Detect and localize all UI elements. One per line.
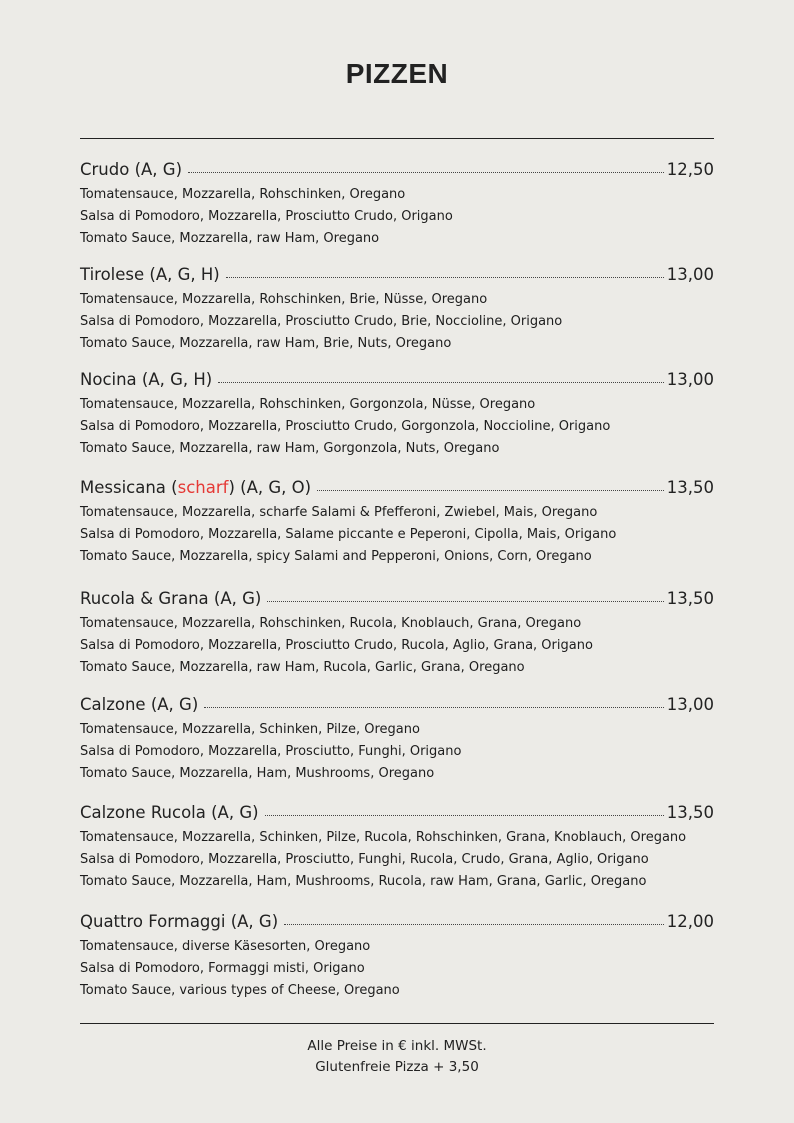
item-name xyxy=(80,478,311,497)
menu-item-rucola-grana xyxy=(80,589,714,679)
item-price: 13,50 xyxy=(666,478,714,497)
item-price: 13,00 xyxy=(666,370,714,389)
item-desc-de: Tomatensauce, Mozzarella, Schinken, Pilze, Rucola, Rohschinken, Grana, Knoblauch, Oregano xyxy=(80,830,687,845)
item-name: Nocina (A, G, H) xyxy=(80,370,213,389)
item-desc-it: Salsa di Pomodoro, Mozzarella, Prosciutto Crudo, Origano xyxy=(80,209,453,224)
dot-leader xyxy=(267,601,663,602)
item-desc-it: Salsa di Pomodoro, Mozzarella, Prosciutto Crudo, Rucola, Aglio, Grana, Origano xyxy=(80,638,593,653)
item-desc-it: Salsa di Pomodoro, Mozzarella, Prosciutto Crudo, Gorgonzola, Noccioline, Origano xyxy=(80,419,611,434)
menu-item-crudo xyxy=(80,160,714,250)
item-desc-de: Tomatensauce, Mozzarella, scharfe Salami & Pfefferoni, Zwiebel, Mais, Oregano xyxy=(80,505,598,520)
item-desc-de: Tomatensauce, Mozzarella, Rohschinken, Rucola, Knoblauch, Grana, Oregano xyxy=(80,616,582,631)
item-name: Quattro Formaggi (A, G) xyxy=(80,912,279,931)
menu-item-messicana xyxy=(80,478,714,568)
item-desc-en: Tomato Sauce, various types of Cheese, Oregano xyxy=(80,983,400,998)
divider-top xyxy=(80,138,714,139)
menu-item-nocina xyxy=(80,370,714,460)
item-price: 12,50 xyxy=(666,160,714,179)
dot-leader xyxy=(317,490,664,491)
dot-leader xyxy=(188,172,664,173)
menu-item-calzone-rucola xyxy=(80,803,714,893)
item-price: 13,00 xyxy=(666,695,714,714)
item-name: Calzone Rucola (A, G) xyxy=(80,803,259,822)
spicy-label: scharf xyxy=(177,478,229,497)
price-note: Alle Preise in € inkl. MWSt. xyxy=(307,1038,487,1054)
item-desc-de: Tomatensauce, Mozzarella, Rohschinken, Oregano xyxy=(80,187,406,202)
dot-leader xyxy=(265,815,664,816)
dot-leader xyxy=(218,382,664,383)
footer xyxy=(0,1036,794,1078)
item-name-part: Messicana ( xyxy=(80,478,178,497)
item-desc-en: Tomato Sauce, Mozzarella, spicy Salami and Pepperoni, Onions, Corn, Oregano xyxy=(80,549,592,564)
item-desc-en: Tomato Sauce, Mozzarella, Ham, Mushrooms, Oregano xyxy=(80,766,435,781)
menu-item-calzone xyxy=(80,695,714,785)
item-name-allergens: ) (A, G, O) xyxy=(228,478,312,497)
item-name: Crudo (A, G) xyxy=(80,160,183,179)
menu-item-quattro-formaggi xyxy=(80,912,714,1002)
dot-leader xyxy=(226,277,664,278)
item-desc-de: Tomatensauce, Mozzarella, Schinken, Pilze, Oregano xyxy=(80,722,420,737)
divider-bottom xyxy=(80,1023,714,1024)
dot-leader xyxy=(204,707,663,708)
menu-item-tirolese xyxy=(80,265,714,355)
item-desc-en: Tomato Sauce, Mozzarella, raw Ham, Brie, Nuts, Oregano xyxy=(80,336,452,351)
item-desc-en: Tomato Sauce, Mozzarella, raw Ham, Oregano xyxy=(80,231,380,246)
dot-leader xyxy=(284,924,664,925)
item-desc-en: Tomato Sauce, Mozzarella, raw Ham, Gorgonzola, Nuts, Oregano xyxy=(80,441,500,456)
item-name: Rucola & Grana (A, G) xyxy=(80,589,262,608)
item-price: 13,00 xyxy=(666,265,714,284)
item-desc-de: Tomatensauce, Mozzarella, Rohschinken, Gorgonzola, Nüsse, Oregano xyxy=(80,397,536,412)
item-name: Calzone (A, G) xyxy=(80,695,199,714)
item-desc-en: Tomato Sauce, Mozzarella, Ham, Mushrooms, Rucola, raw Ham, Grana, Garlic, Oregano xyxy=(80,874,647,889)
item-desc-it: Salsa di Pomodoro, Mozzarella, Prosciutto, Funghi, Rucola, Crudo, Grana, Aglio, Origano xyxy=(80,852,649,867)
page-title: PIZZEN xyxy=(345,58,449,89)
gluten-free-note: Glutenfreie Pizza + 3,50 xyxy=(315,1059,479,1075)
item-desc-it: Salsa di Pomodoro, Mozzarella, Salame piccante e Peperoni, Cipolla, Mais, Origano xyxy=(80,527,617,542)
item-price: 13,50 xyxy=(666,589,714,608)
item-desc-de: Tomatensauce, Mozzarella, Rohschinken, Brie, Nüsse, Oregano xyxy=(80,292,488,307)
item-price: 13,50 xyxy=(666,803,714,822)
item-price: 12,00 xyxy=(666,912,714,931)
item-desc-it: Salsa di Pomodoro, Mozzarella, Prosciutto Crudo, Brie, Noccioline, Origano xyxy=(80,314,563,329)
item-desc-de: Tomatensauce, diverse Käsesorten, Oregano xyxy=(80,939,371,954)
item-desc-en: Tomato Sauce, Mozzarella, raw Ham, Rucola, Garlic, Grana, Oregano xyxy=(80,660,525,675)
item-desc-it: Salsa di Pomodoro, Mozzarella, Prosciutto, Funghi, Origano xyxy=(80,744,462,759)
item-name: Tirolese (A, G, H) xyxy=(80,265,220,284)
item-desc-it: Salsa di Pomodoro, Formaggi misti, Origano xyxy=(80,961,365,976)
